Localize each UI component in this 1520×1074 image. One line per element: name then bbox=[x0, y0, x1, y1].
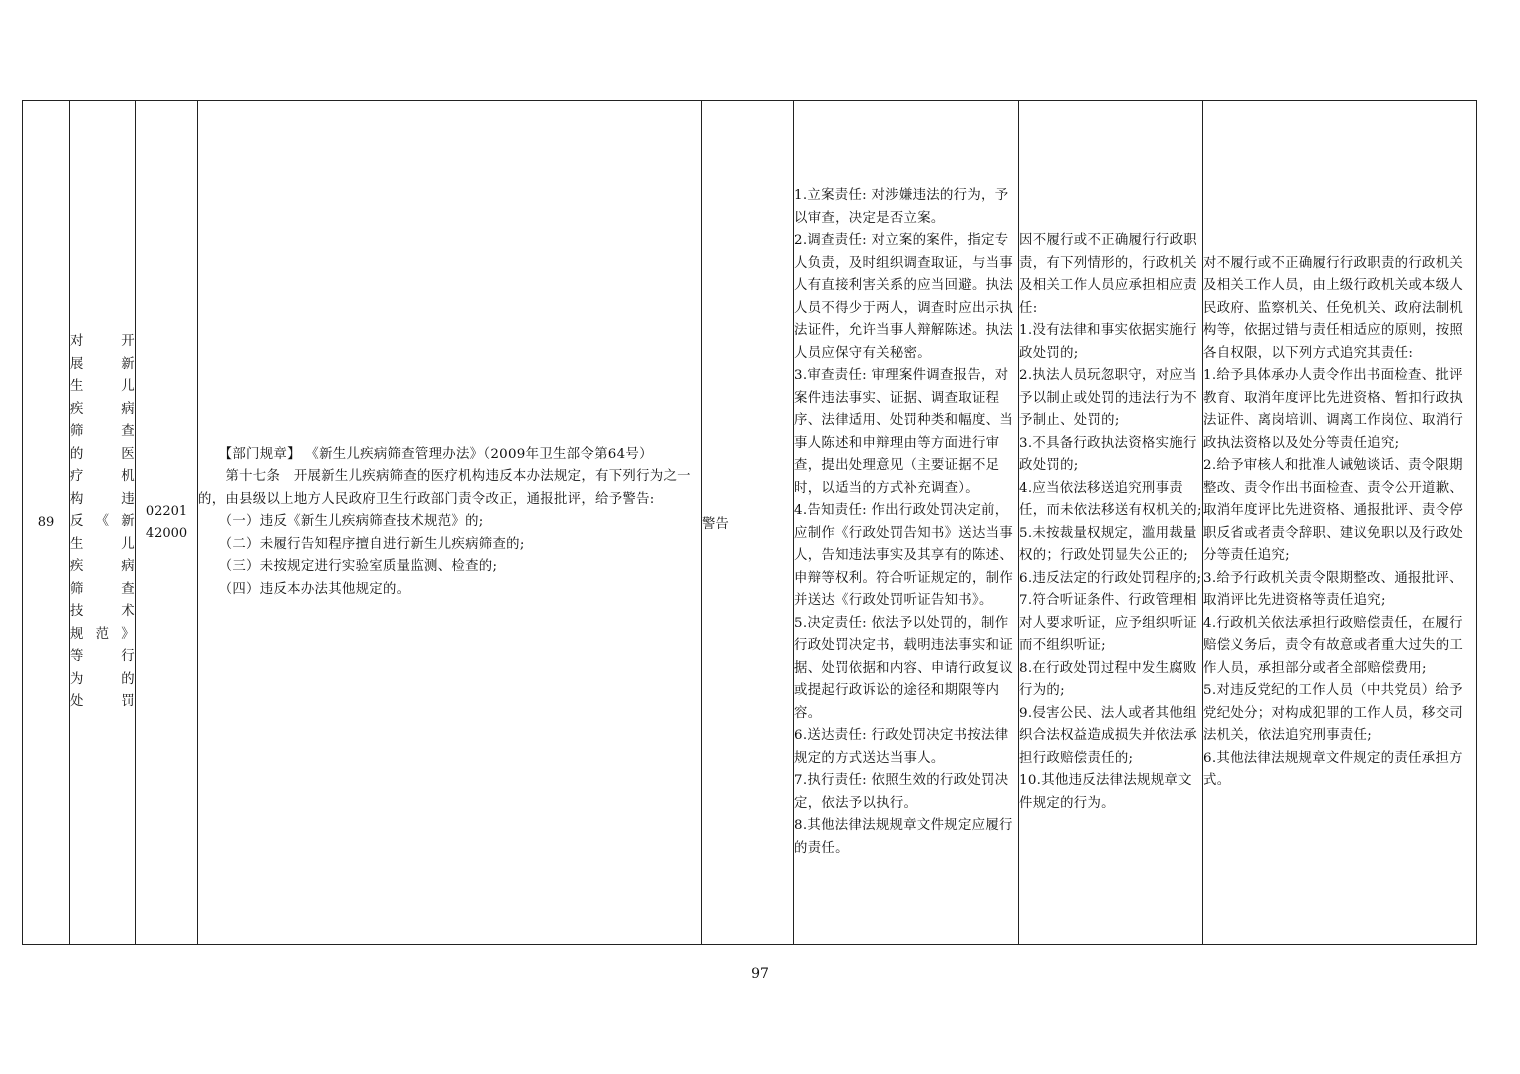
duties-cell bbox=[794, 101, 1019, 945]
page-number: 97 bbox=[751, 966, 769, 982]
item-code: 02201 42000 bbox=[145, 503, 188, 541]
accountability-methods: 对不履行或不正确履行行政职责的行政机关及相关工作人员，由上级行政机关或本级人民政府、监察机关、任免机关、政府法制机构等，依据过错与责任相适应的原则，按照各自权限，以下列方式追究其责任: 1.给予具体承办人责令作出书面检查、批评教育、取消年度评比先进资格、暂扣行政执法证件、离岗培训、调离工作岗位、取消行政执法资格以及处分等责任追究; 2.给予审核人和批准人诫勉谈话、责令限期整改、责令作出书面检查、责令公开道歉、取消年度评比先进资格、通报批评、责令停职反省或者责令辞职、建议免职以及行政处分等责任追究; 3.给予行政机关责令限期整改、通报批评、取消评比先进资格等责任追究; 4.行政机关依法承担行政赔偿责任，在履行赔偿义务后，责令有故意或者重大过失的工作人员，承担部分或者全部赔偿费用; 5.对违反党纪的工作人员（中共党员）给予党纪处分；对构成犯罪的工作人员，移交司法机关，依法追究刑事责任; 6.其他法律法规规章文件规定的责任承担方式。 bbox=[1203, 255, 1464, 788]
conditions-cell bbox=[1019, 101, 1203, 945]
item-name: 对 开 展 新 生 儿 疾 病 筛 查 的 医 疗 机 构 违 反《新 生 儿 疾 病 筛 查 技 术 规范》 等 行 为 的 处罚 bbox=[70, 334, 135, 710]
penalty-type: 警告 bbox=[702, 517, 729, 532]
power-list-table bbox=[22, 100, 1477, 945]
penalty-type-cell bbox=[702, 101, 794, 945]
legal-basis: 【部门规章】 《新生儿疾病筛查管理办法》（2009年卫生部令第64号） 第十七条 开展新生儿疾病筛查的医疗机构违反本办法规定，有下列行为之一的，由县级以上地方人民政府卫生行政部门责令改正，通报批评，给予警告: （一）违反《新生儿疾病筛查技术规范》的; （二）未履行告知程序擅自进行新生儿疾病筛查的; （三）未按规定进行实验室质量监测、检查的; （四）违反本办法其他规定的。 bbox=[198, 446, 691, 597]
accountability-conditions: 因不履行或不正确履行行政职责，有下列情形的，行政机关及相关工作人员应承担相应责任: 1.没有法律和事实依据实施行政处罚的; 2.执法人员玩忽职守，对应当予以制止或处罚的违法行为不予制止、处罚的; 3.不具备行政执法资格实施行政处罚的; 4.应当依法移送追究刑事责任，而未依法移送有权机关的; 5.未按裁量权规定，滥用裁量权的；行政处罚显失公正的; 6.违反法定的行政处罚程序的; 7.符合听证条件、行政管理相对人要求听证，应予组织听证而不组织听证; 8.在行政处罚过程中发生腐败行为的; 9.侵害公民、法人或者其他组织合法权益造成损失并依法承担行政赔偿责任的; 10.其他违反法律法规规章文件规定的行为。 bbox=[1019, 233, 1202, 811]
seq-cell bbox=[23, 101, 70, 945]
duties-text: 1.立案责任: 对涉嫌违法的行为，予以审查，决定是否立案。 2.调查责任: 对立案的案件，指定专人负责，及时组织调查取证，与当事人有直接利害关系的应当回避。执法人员不得少于两人，调查时应出示执法证件，允许当事人辩解陈述。执法人员应保守有关秘密。 3.审查责任: 审理案件调查报告，对案件违法事实、证据、调查取证程序、法律适用、处罚种类和幅度、当事人陈述和申辩理由等方面进行审查，提出处理意见（主要证据不足时，以适当的方式补充调查）。 4.告知责任: 作出行政处罚决定前，应制作《行政处罚告知书》送达当事人，告知违法事实及其享有的陈述、申辩等权利。符合听证规定的，制作并送达《行政处罚听证告知书》。 5.决定责任: 依法予以处罚的，制作行政处罚决定书，载明违法事实和证据、处罚依据和内容、申请行政复议或提起行政诉讼的途径和期限等内容。 6.送达责任: 行政处罚决定书按法律规定的方式送达当事人。 7.执行责任: 依照生效的行政处罚决定，依法予以执行。 8.其他法律法规规章文件规定应履行的责任。 bbox=[794, 188, 1014, 856]
seq-number: 89 bbox=[37, 515, 55, 530]
methods-cell bbox=[1203, 101, 1477, 945]
item-name-cell bbox=[70, 101, 136, 945]
basis-cell bbox=[198, 101, 702, 945]
table-row bbox=[23, 101, 1477, 945]
code-cell bbox=[136, 101, 198, 945]
